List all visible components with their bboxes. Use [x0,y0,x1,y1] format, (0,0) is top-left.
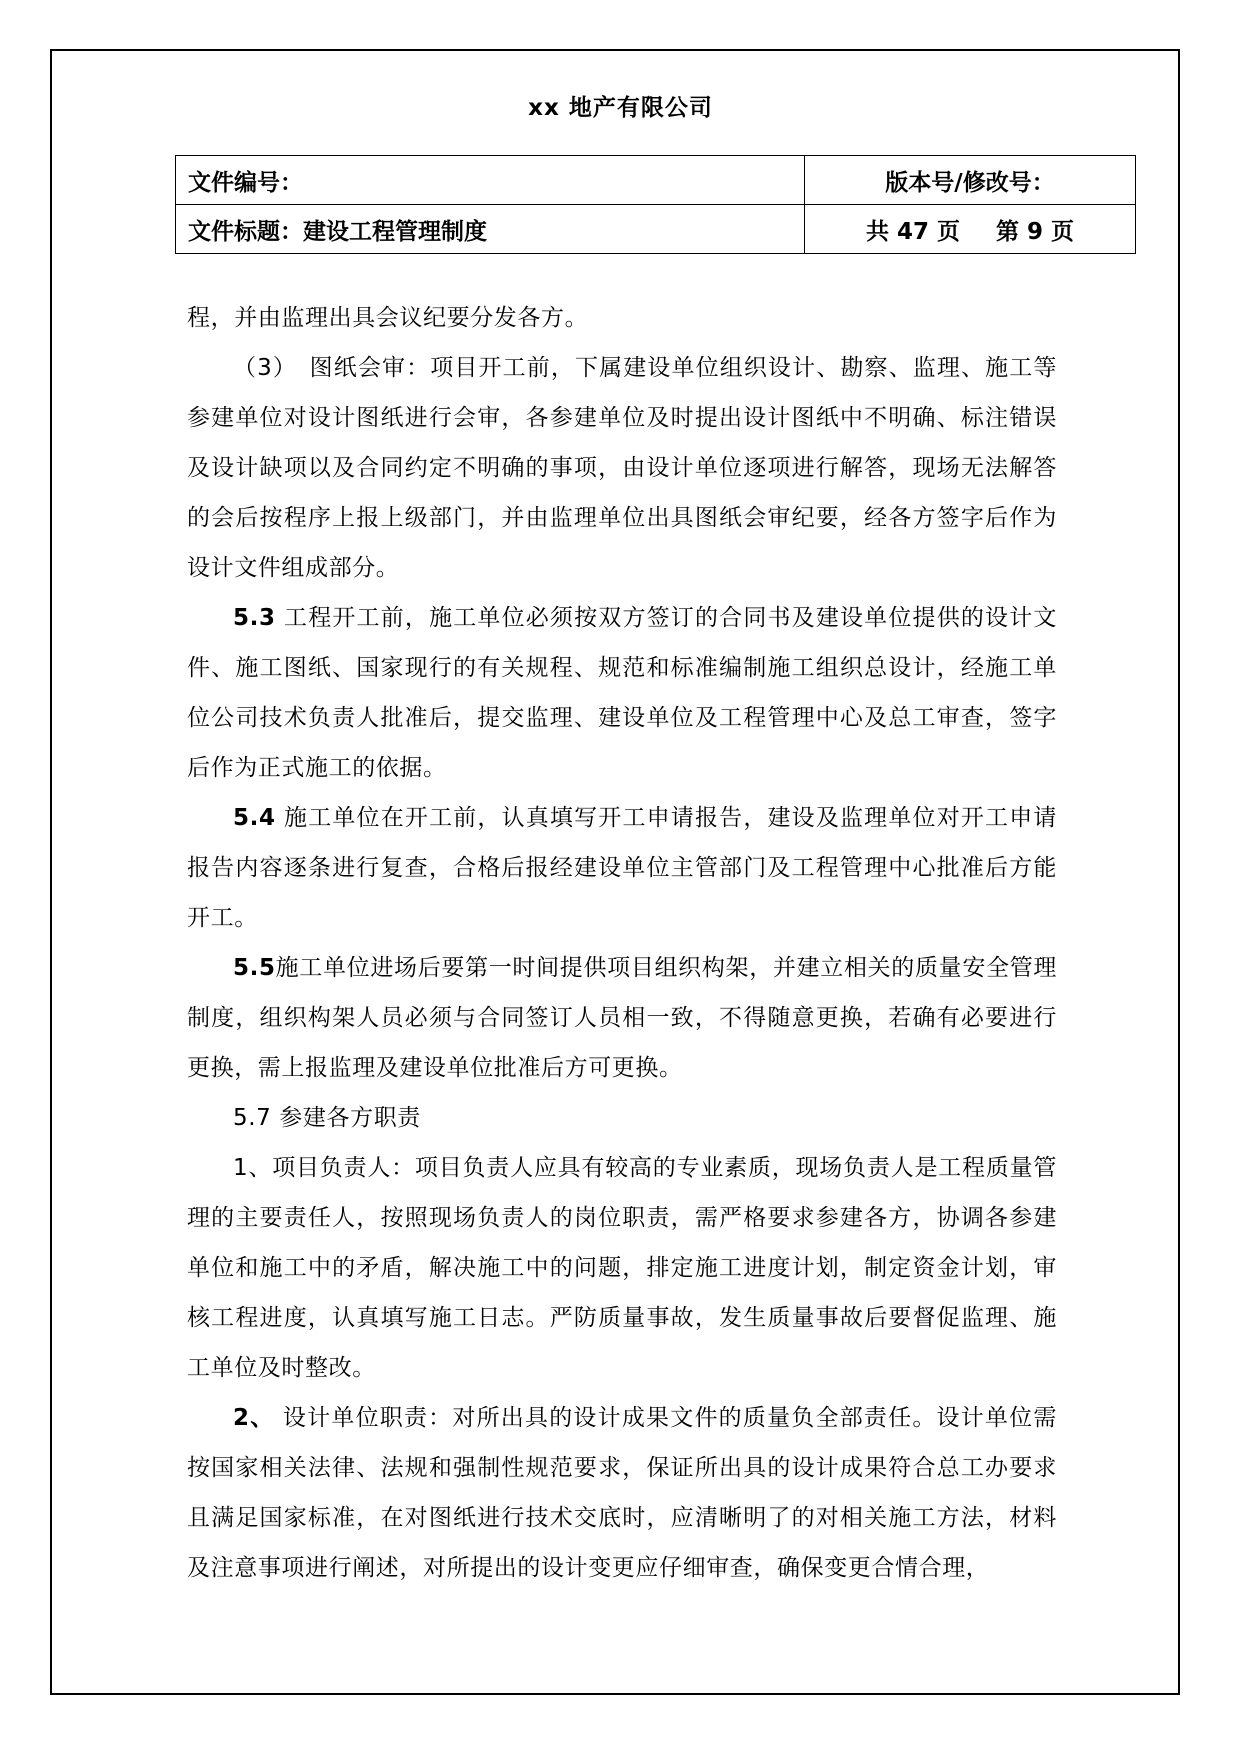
document-body [187,293,1057,1593]
file-title: 建设工程管理制度 [303,218,487,245]
paragraph [187,293,1057,343]
paragraph-text: 工程开工前，施工单位必须按双方签订的合同书及建设单位提供的设计文件、施工图纸、国家现行的有关规程、规范和标准编制施工组织总设计，经施工单位公司技术负责人批准后，提交监理、建设单位及工程管理中心及总工审查，签字后作为正式施工的依据。 [187,605,1057,781]
file-title-cell [176,205,805,254]
paragraph-text: 设计单位职责：对所出具的设计成果文件的质量负全部责任。设计单位需按国家相关法律、法规和强制性规范要求，保证所出具的设计成果符合总工办要求且满足国家标准，在对图纸进行技术交底时，应清晰明了的对相关施工方法，材料及注意事项进行阐述，对所提出的设计变更应仔细审查，确保变更合情合理， [187,1405,1057,1581]
header-row-2 [176,205,1136,254]
version-cell [805,156,1136,205]
paragraph [187,343,1057,593]
version-label: 版本号/修改号： [885,169,1055,196]
section-number: 5.4 [233,805,276,831]
paragraph [187,1393,1057,1593]
paragraph [187,943,1057,1093]
paragraph-text: 施工单位在开工前，认真填写开工申请报告，建设及监理单位对开工申请报告内容逐条进行复查，合格后报经建设单位主管部门及工程管理中心批准后方能开工。 [187,805,1057,931]
paragraph [187,1143,1057,1393]
section-number: 5.3 [233,605,276,631]
paragraph [187,593,1057,793]
paragraph [187,793,1057,943]
total-pages: 共 47 页 [865,218,960,245]
paragraph-text: （3） 图纸会审：项目开工前，下属建设单位组织设计、勘察、监理、施工等参建单位对设计图纸进行会审，各参建单位及时提出设计图纸中不明确、标注错误及设计缺项以及合同约定不明确的事项，由设计单位逐项进行解答，现场无法解答的会后按程序上报上级部门，并由监理单位出具图纸会审纪要，经各方签字后作为设计文件组成部分。 [187,355,1057,581]
file-number-label: 文件编号： [188,169,303,196]
company-name: xx 地产有限公司 [528,95,713,121]
file-number-cell [176,156,805,205]
paragraph-text: 施工单位进场后要第一时间提供项目组织构架，并建立相关的质量安全管理制度，组织构架人员必须与合同签订人员相一致，不得随意更换，若确有必要进行更换，需上报监理及建设单位批准后方可更换。 [187,955,1057,1081]
section-number: 5.5 [233,955,276,981]
paragraph-text: 程，并由监理出具会议纪要分发各方。 [187,305,589,331]
header-row-1 [176,156,1136,205]
paragraph [187,1093,1057,1143]
document-header-table [175,155,1136,254]
current-page: 第 9 页 [996,218,1075,245]
section-number: 2、 [233,1405,275,1431]
file-title-label: 文件标题： [188,218,303,245]
page-count-cell [805,205,1136,254]
paragraph-text: 1、项目负责人：项目负责人应具有较高的专业素质，现场负责人是工程质量管理的主要责任人，按照现场负责人的岗位职责，需严格要求参建各方，协调各参建单位和施工中的矛盾，解决施工中的问题，排定施工进度计划，制定资金计划，审核工程进度，认真填写施工日志。严防质量事故，发生质量事故后要督促监理、施工单位及时整改。 [187,1155,1057,1381]
paragraph-text: 5.7 参建各方职责 [233,1105,421,1131]
